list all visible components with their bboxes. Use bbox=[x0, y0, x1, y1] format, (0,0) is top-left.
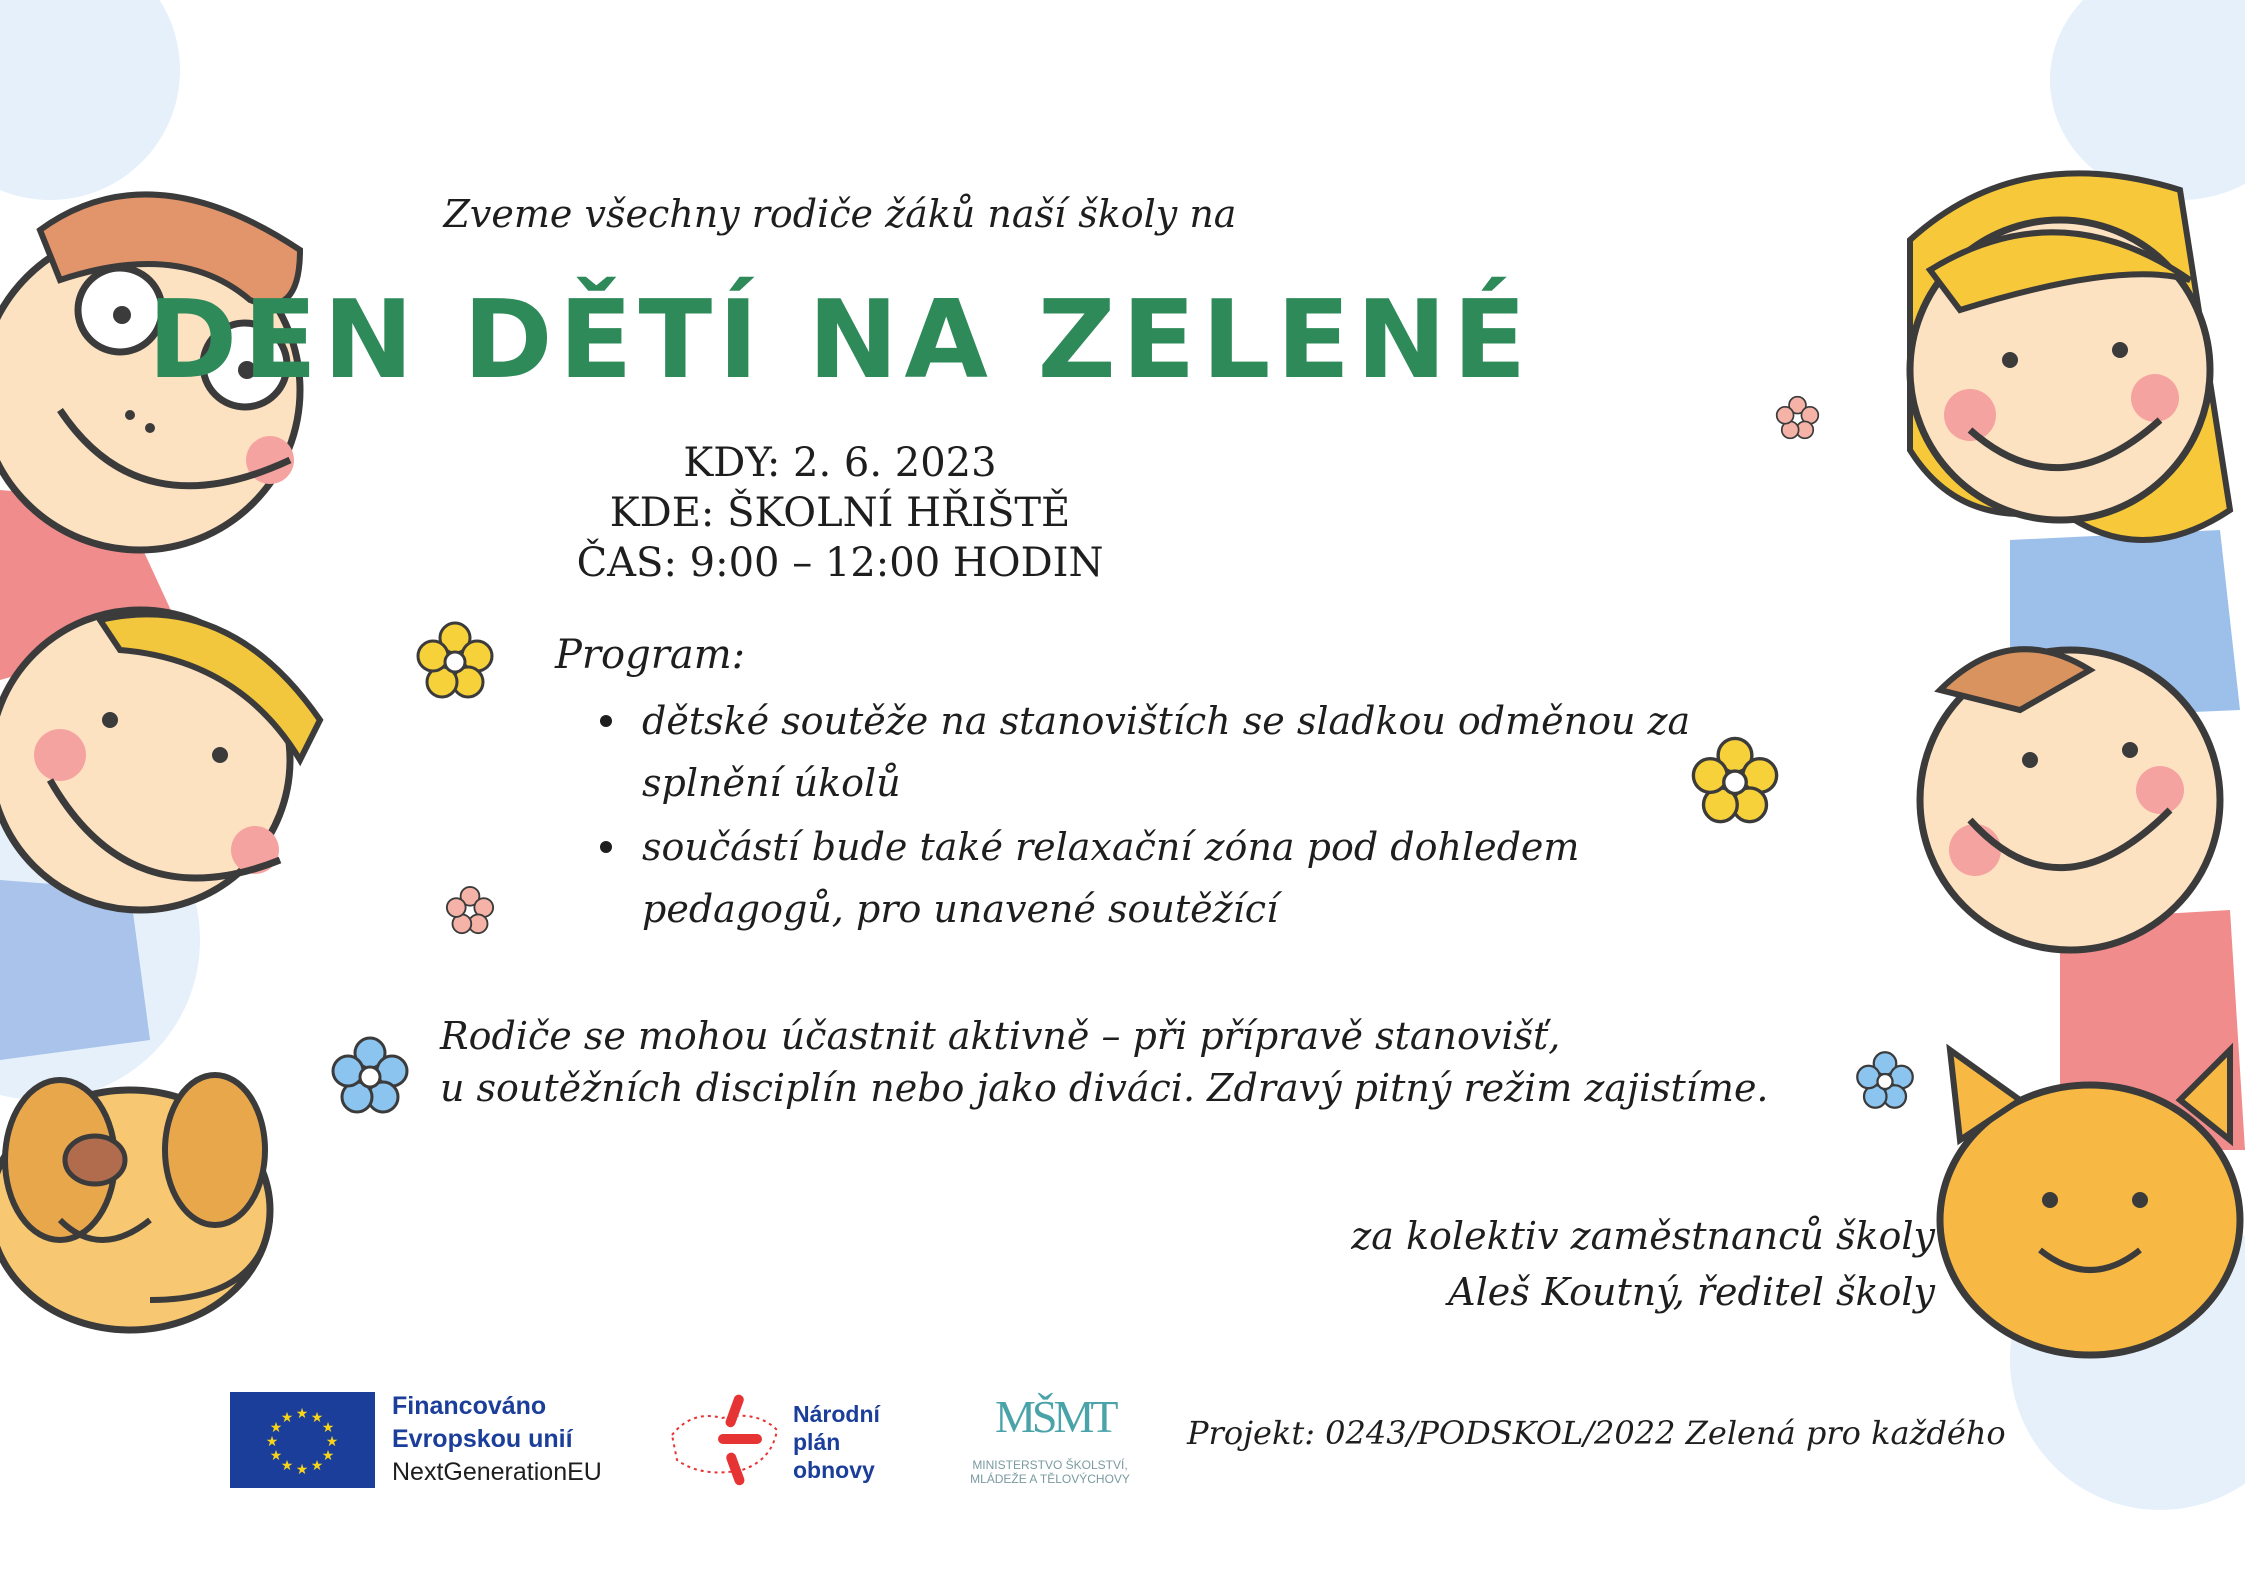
event-time: ČAS: 9:00 – 12:00 HODIN bbox=[576, 540, 1104, 586]
program-heading: Program: bbox=[555, 632, 746, 678]
eu-stars-icon bbox=[230, 1392, 375, 1488]
svg-text:★: ★ bbox=[269, 1420, 283, 1436]
npo-text-line: plán bbox=[793, 1429, 841, 1455]
npo-text-line: obnovy bbox=[793, 1457, 875, 1483]
eu-funding-text bbox=[392, 1390, 602, 1489]
svg-text:★: ★ bbox=[325, 1434, 339, 1450]
svg-text:★: ★ bbox=[269, 1448, 283, 1464]
svg-text:★: ★ bbox=[321, 1420, 335, 1436]
signature bbox=[1351, 1208, 1935, 1320]
project-label: Projekt: 0243/PODSKOL/2022 Zelená pro každého bbox=[1187, 1414, 2006, 1452]
signature-line: za kolektiv zaměstnanců školy bbox=[1351, 1214, 1935, 1258]
svg-text:★: ★ bbox=[321, 1448, 335, 1464]
boy-yellow-hair-icon bbox=[0, 610, 320, 1060]
event-place: KDE: ŠKOLNÍ HŘIŠTĚ bbox=[609, 490, 1071, 536]
svg-text:★: ★ bbox=[280, 1410, 294, 1426]
svg-text:★: ★ bbox=[295, 1406, 309, 1422]
flower-blue-icon bbox=[330, 1035, 410, 1115]
signature-line: Aleš Koutný, ředitel školy bbox=[1448, 1270, 1935, 1314]
event-title: DEN DĚTÍ NA ZELENÉ bbox=[147, 278, 1533, 403]
svg-text:★: ★ bbox=[310, 1458, 324, 1474]
eu-text-line: Financováno bbox=[392, 1392, 547, 1420]
flower-pink-icon bbox=[1775, 395, 1820, 440]
npo-text bbox=[793, 1400, 880, 1484]
girl-blonde-icon bbox=[1910, 173, 2240, 720]
msmt-text bbox=[945, 1458, 1155, 1486]
eu-text-line: Evropskou unií bbox=[392, 1425, 573, 1453]
flower-pink-icon bbox=[445, 885, 495, 935]
svg-text:★: ★ bbox=[265, 1434, 279, 1450]
npo-logo-icon bbox=[662, 1390, 787, 1490]
eu-text-line: NextGenerationEU bbox=[392, 1458, 602, 1486]
program-item: dětské soutěže na stanovištích se sladkou odměnou za splnění úkolů bbox=[600, 690, 1750, 814]
cat-icon bbox=[1940, 1050, 2240, 1355]
svg-text:★: ★ bbox=[310, 1410, 324, 1426]
svg-text:★: ★ bbox=[295, 1462, 309, 1478]
msmt-text-line: MINISTERSTVO ŠKOLSTVÍ, bbox=[972, 1458, 1128, 1472]
event-info bbox=[0, 438, 1680, 588]
parents-note-line: u soutěžních disciplín nebo jako diváci. Zdravý pitný režim zajistíme. bbox=[440, 1066, 1769, 1110]
msmt-logo: MŠMT bbox=[995, 1391, 1115, 1442]
program-item: součástí bude také relaxační zóna pod dohledem pedagogů, pro unavené soutěžící bbox=[600, 816, 1750, 940]
npo-text-line: Národní bbox=[793, 1401, 880, 1427]
svg-text:★: ★ bbox=[280, 1458, 294, 1474]
dog-icon bbox=[0, 1075, 270, 1330]
eu-flag-logo bbox=[230, 1392, 375, 1488]
event-date: KDY: 2. 6. 2023 bbox=[683, 440, 997, 486]
msmt-text-line: MLÁDEŽE A TĚLOVÝCHOVY bbox=[970, 1472, 1130, 1486]
parents-note bbox=[440, 1010, 1890, 1114]
parents-note-line: Rodiče se mohou účastnit aktivně – při přípravě stanovišť, bbox=[440, 1014, 1561, 1058]
flower-yellow-icon bbox=[415, 620, 495, 700]
program-list bbox=[600, 690, 1750, 942]
invitation-intro: Zveme všechny rodiče žáků naší školy na bbox=[443, 192, 1237, 236]
